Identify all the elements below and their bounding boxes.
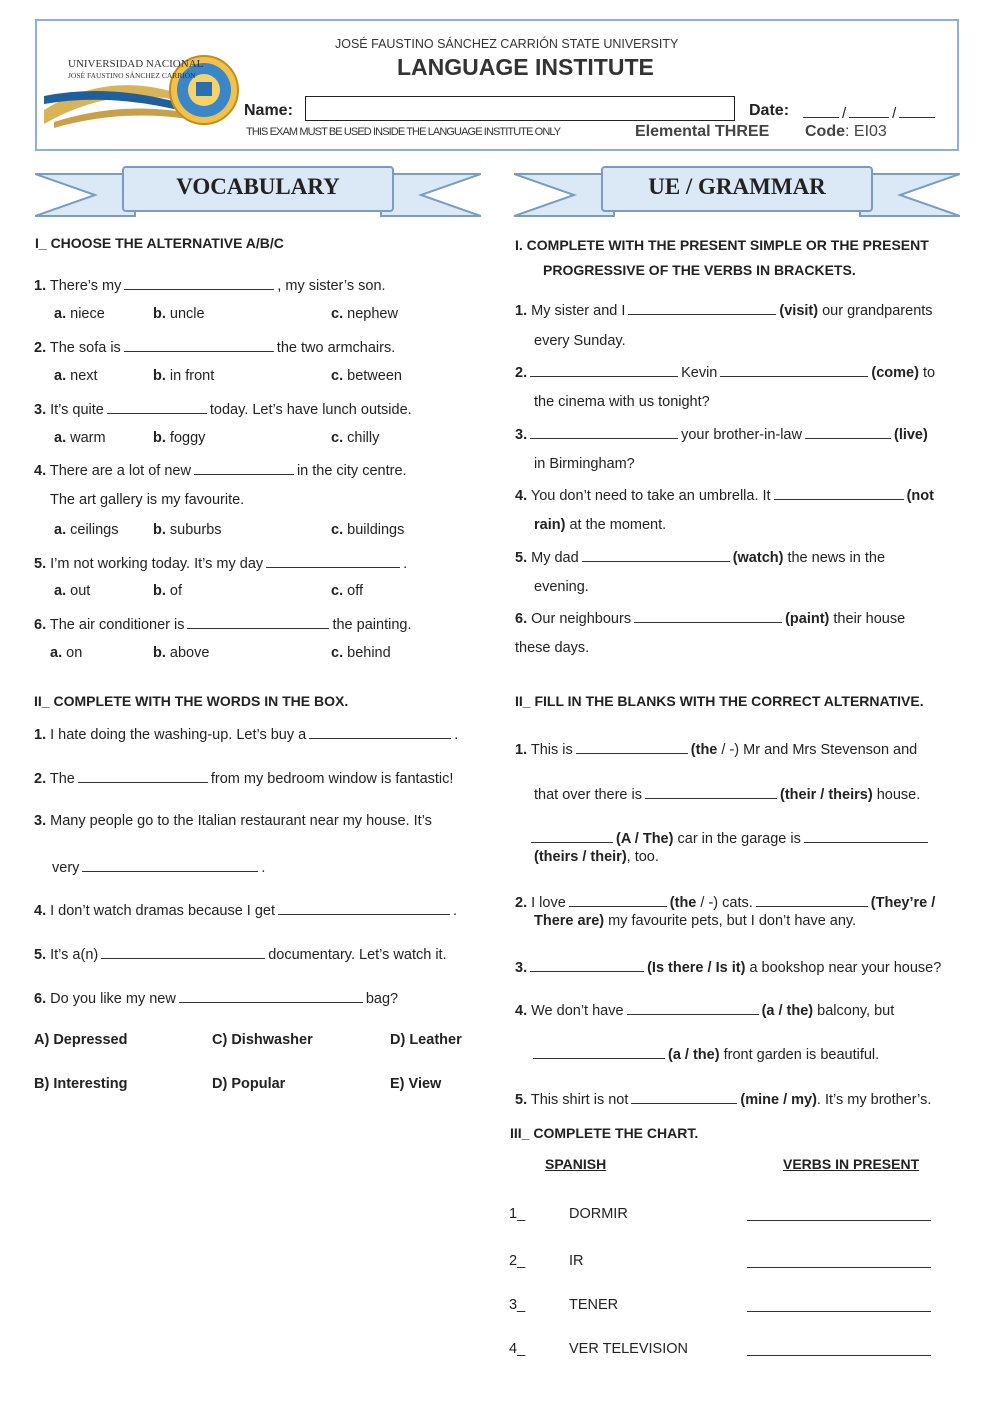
institute-title: LANGUAGE INSTITUTE xyxy=(397,54,654,80)
answer-blank[interactable] xyxy=(774,485,904,500)
grammar-f4: 4. We don’t have (a / the) balcony, but xyxy=(515,1000,894,1020)
exam-notice: THIS EXAM MUST BE USED INSIDE THE LANGUAGE INSTITUTE ONLY xyxy=(246,126,561,138)
answer-blank[interactable] xyxy=(82,857,258,872)
word-box-item: D) Leather xyxy=(390,1032,462,1048)
vocab-q2-option-c[interactable]: c. between xyxy=(331,368,402,384)
answer-blank[interactable] xyxy=(582,547,730,562)
date-field[interactable]: / / xyxy=(800,103,938,122)
answer-blank[interactable] xyxy=(576,739,688,754)
chart-answer-line[interactable] xyxy=(747,1253,931,1268)
grammar-g6-line2: these days. xyxy=(515,640,590,656)
answer-blank[interactable] xyxy=(124,337,274,352)
vocab-q5-option-a[interactable]: a. out xyxy=(54,583,91,599)
vocab-section-2-title: II_ COMPLETE WITH THE WORDS IN THE BOX. xyxy=(34,693,349,709)
word-box-item: B) Interesting xyxy=(34,1076,128,1092)
vocab-q5-option-b[interactable]: b. of xyxy=(153,583,183,599)
answer-blank[interactable] xyxy=(634,608,782,623)
vocab-q6-option-c[interactable]: c. behind xyxy=(331,645,391,661)
answer-blank[interactable] xyxy=(720,362,868,377)
vocab-q3-option-c[interactable]: c. chilly xyxy=(331,430,380,446)
answer-blank[interactable] xyxy=(530,362,678,377)
vocab-w4: 4. I don’t watch dramas because I get . xyxy=(34,900,457,920)
chart-answer-line[interactable] xyxy=(747,1206,931,1221)
answer-blank[interactable] xyxy=(124,275,274,290)
vocab-q2-option-a[interactable]: a. next xyxy=(54,368,98,384)
vocab-q4-option-a[interactable]: a. ceilings xyxy=(54,522,119,538)
vocab-q4-option-b[interactable]: b. suburbs xyxy=(153,522,222,538)
answer-blank[interactable] xyxy=(805,424,891,439)
vocab-q2: 2. The sofa is the two armchairs. xyxy=(34,337,395,357)
grammar-f1: 1. This is (the / -) Mr and Mrs Stevenson and xyxy=(515,739,917,759)
chart-header-verbs: VERBS IN PRESENT xyxy=(783,1156,920,1172)
grammar-f2-line2: There are) my favourite pets, but I don’t have any. xyxy=(534,913,857,929)
chart-row-number: 3_ xyxy=(509,1297,526,1313)
vocab-q4-line2: The art gallery is my favourite. xyxy=(50,492,245,508)
vocab-q1-option-b[interactable]: b. uncle xyxy=(153,306,205,322)
grammar-f1-line2: that over there is (their / theirs) house. xyxy=(534,784,920,804)
word-box-item: D) Popular xyxy=(212,1076,286,1092)
word-box-item: C) Dishwasher xyxy=(212,1032,313,1048)
answer-blank[interactable] xyxy=(266,553,400,568)
grammar-g5-line2: evening. xyxy=(534,579,589,595)
vocab-q3: 3. It’s quite today. Let’s have lunch outside. xyxy=(34,399,412,419)
vocab-q1-option-c[interactable]: c. nephew xyxy=(331,306,398,322)
grammar-title: UE / GRAMMAR xyxy=(648,174,826,199)
logo-line-2: JOSÉ FAUSTINO SÁNCHEZ CARRIÓN xyxy=(68,71,196,80)
vocab-w2: 2. The from my bedroom window is fantastic! xyxy=(34,768,453,788)
name-field[interactable] xyxy=(305,96,735,121)
grammar-g3-line2: in Birmingham? xyxy=(534,456,635,472)
chart-row-number: 1_ xyxy=(509,1206,526,1222)
grammar-g3: 3. your brother-in-law (live) xyxy=(515,424,928,444)
grammar-f5: 5. This shirt is not (mine / my). It’s my brother’s. xyxy=(515,1089,931,1109)
grammar-g2-line2: the cinema with us tonight? xyxy=(534,394,710,410)
vocab-q3-option-b[interactable]: b. foggy xyxy=(153,430,206,446)
chart-row-word: TENER xyxy=(569,1297,619,1313)
grammar-g4-line2: rain) at the moment. xyxy=(534,517,667,533)
vocab-w3-line2: very . xyxy=(52,857,265,877)
grammar-g5: 5. My dad (watch) the news in the xyxy=(515,547,885,567)
vocab-q4-option-c[interactable]: c. buildings xyxy=(331,522,405,538)
chart-row-number: 4_ xyxy=(509,1341,526,1357)
answer-blank[interactable] xyxy=(78,768,208,783)
grammar-g1: 1. My sister and I (visit) our grandparents xyxy=(515,300,933,320)
grammar-f2: 2. I love (the / -) cats. (They’re / xyxy=(515,892,935,912)
vocab-q1: 1. There’s my , my sister’s son. xyxy=(34,275,386,295)
vocab-q3-option-a[interactable]: a. warm xyxy=(54,430,106,446)
answer-blank[interactable] xyxy=(194,460,294,475)
vocab-w1: 1. I hate doing the washing-up. Let’s buy a . xyxy=(34,724,458,744)
answer-blank[interactable] xyxy=(179,988,363,1003)
answer-blank[interactable] xyxy=(530,424,678,439)
vocab-q6-option-b[interactable]: b. above xyxy=(153,645,210,661)
grammar-f1-line3: (A / The) car in the garage is xyxy=(528,828,931,848)
grammar-section-1-title-line2: PROGRESSIVE OF THE VERBS IN BRACKETS. xyxy=(543,262,856,278)
answer-blank[interactable] xyxy=(533,1044,665,1059)
vocab-w3: 3. Many people go to the Italian restaurant near my house. It’s xyxy=(34,813,432,829)
word-box-item: A) Depressed xyxy=(34,1032,128,1048)
answer-blank[interactable] xyxy=(531,828,613,843)
date-label: Date: xyxy=(749,102,790,119)
vocab-section-1-title: I_ CHOOSE THE ALTERNATIVE A/B/C xyxy=(35,235,284,251)
grammar-g2: 2. Kevin (come) to xyxy=(515,362,935,382)
vocab-w6: 6. Do you like my new bag? xyxy=(34,988,398,1008)
answer-blank[interactable] xyxy=(530,957,644,972)
answer-blank[interactable] xyxy=(101,944,265,959)
grammar-f1-line4: (theirs / their), too. xyxy=(534,849,659,865)
code-label: Code: EI03 xyxy=(805,123,887,140)
vocab-w5: 5. It’s a(n) documentary. Let’s watch it. xyxy=(34,944,447,964)
vocab-q4: 4. There are a lot of new in the city centre. xyxy=(34,460,407,480)
chart-row-word: IR xyxy=(569,1253,584,1269)
answer-blank[interactable] xyxy=(628,300,776,315)
grammar-section-3-title: III_ COMPLETE THE CHART. xyxy=(510,1125,699,1141)
grammar-g4: 4. You don’t need to take an umbrella. It (not xyxy=(515,485,934,505)
vocab-q6: 6. The air conditioner is the painting. xyxy=(34,614,411,634)
answer-blank[interactable] xyxy=(278,900,450,915)
answer-blank[interactable] xyxy=(645,784,777,799)
grammar-section-1-title: I. COMPLETE WITH THE PRESENT SIMPLE OR THE PRESENT xyxy=(515,237,929,253)
vocabulary-title: VOCABULARY xyxy=(176,174,340,199)
chart-header-spanish: SPANISH xyxy=(545,1156,607,1172)
level-label: Elemental THREE xyxy=(635,123,770,140)
answer-blank[interactable] xyxy=(107,399,207,414)
chart-row-word: VER TELEVISION xyxy=(569,1341,688,1357)
answer-blank[interactable] xyxy=(569,892,667,907)
chart-row-word: DORMIR xyxy=(569,1206,628,1222)
grammar-g1-line2: every Sunday. xyxy=(534,333,626,349)
logo-line-1: UNIVERSIDAD NACIONAL xyxy=(68,58,204,70)
vocab-q1-option-a[interactable]: a. niece xyxy=(54,306,105,322)
answer-blank[interactable] xyxy=(631,1089,737,1104)
vocab-q5-option-c[interactable]: c. off xyxy=(331,583,363,599)
answer-blank[interactable] xyxy=(309,724,451,739)
grammar-section-2-title: II_ FILL IN THE BLANKS WITH THE CORRECT ALTERNATIVE. xyxy=(515,693,924,709)
answer-blank[interactable] xyxy=(804,828,928,843)
answer-blank[interactable] xyxy=(756,892,868,907)
grammar-f3: 3. (Is there / Is it) a bookshop near your house? xyxy=(515,957,941,977)
vocab-q6-option-a[interactable]: a. on xyxy=(50,645,83,661)
chart-row-number: 2_ xyxy=(509,1253,526,1269)
vocab-q5: 5. I’m not working today. It’s my day . xyxy=(34,553,407,573)
chart-answer-line[interactable] xyxy=(747,1297,931,1312)
grammar-g6: 6. Our neighbours (paint) their house xyxy=(515,608,905,628)
answer-blank[interactable] xyxy=(187,614,329,629)
word-box-item: E) View xyxy=(390,1076,442,1092)
vocab-q2-option-b[interactable]: b. in front xyxy=(153,368,215,384)
answer-blank[interactable] xyxy=(627,1000,759,1015)
chart-answer-line[interactable] xyxy=(747,1341,931,1356)
university-name: JOSÉ FAUSTINO SÁNCHEZ CARRIÓN STATE UNIVERSITY xyxy=(335,37,679,51)
name-label: Name: xyxy=(244,102,293,119)
grammar-f4-line2: (a / the) front garden is beautiful. xyxy=(530,1044,879,1064)
